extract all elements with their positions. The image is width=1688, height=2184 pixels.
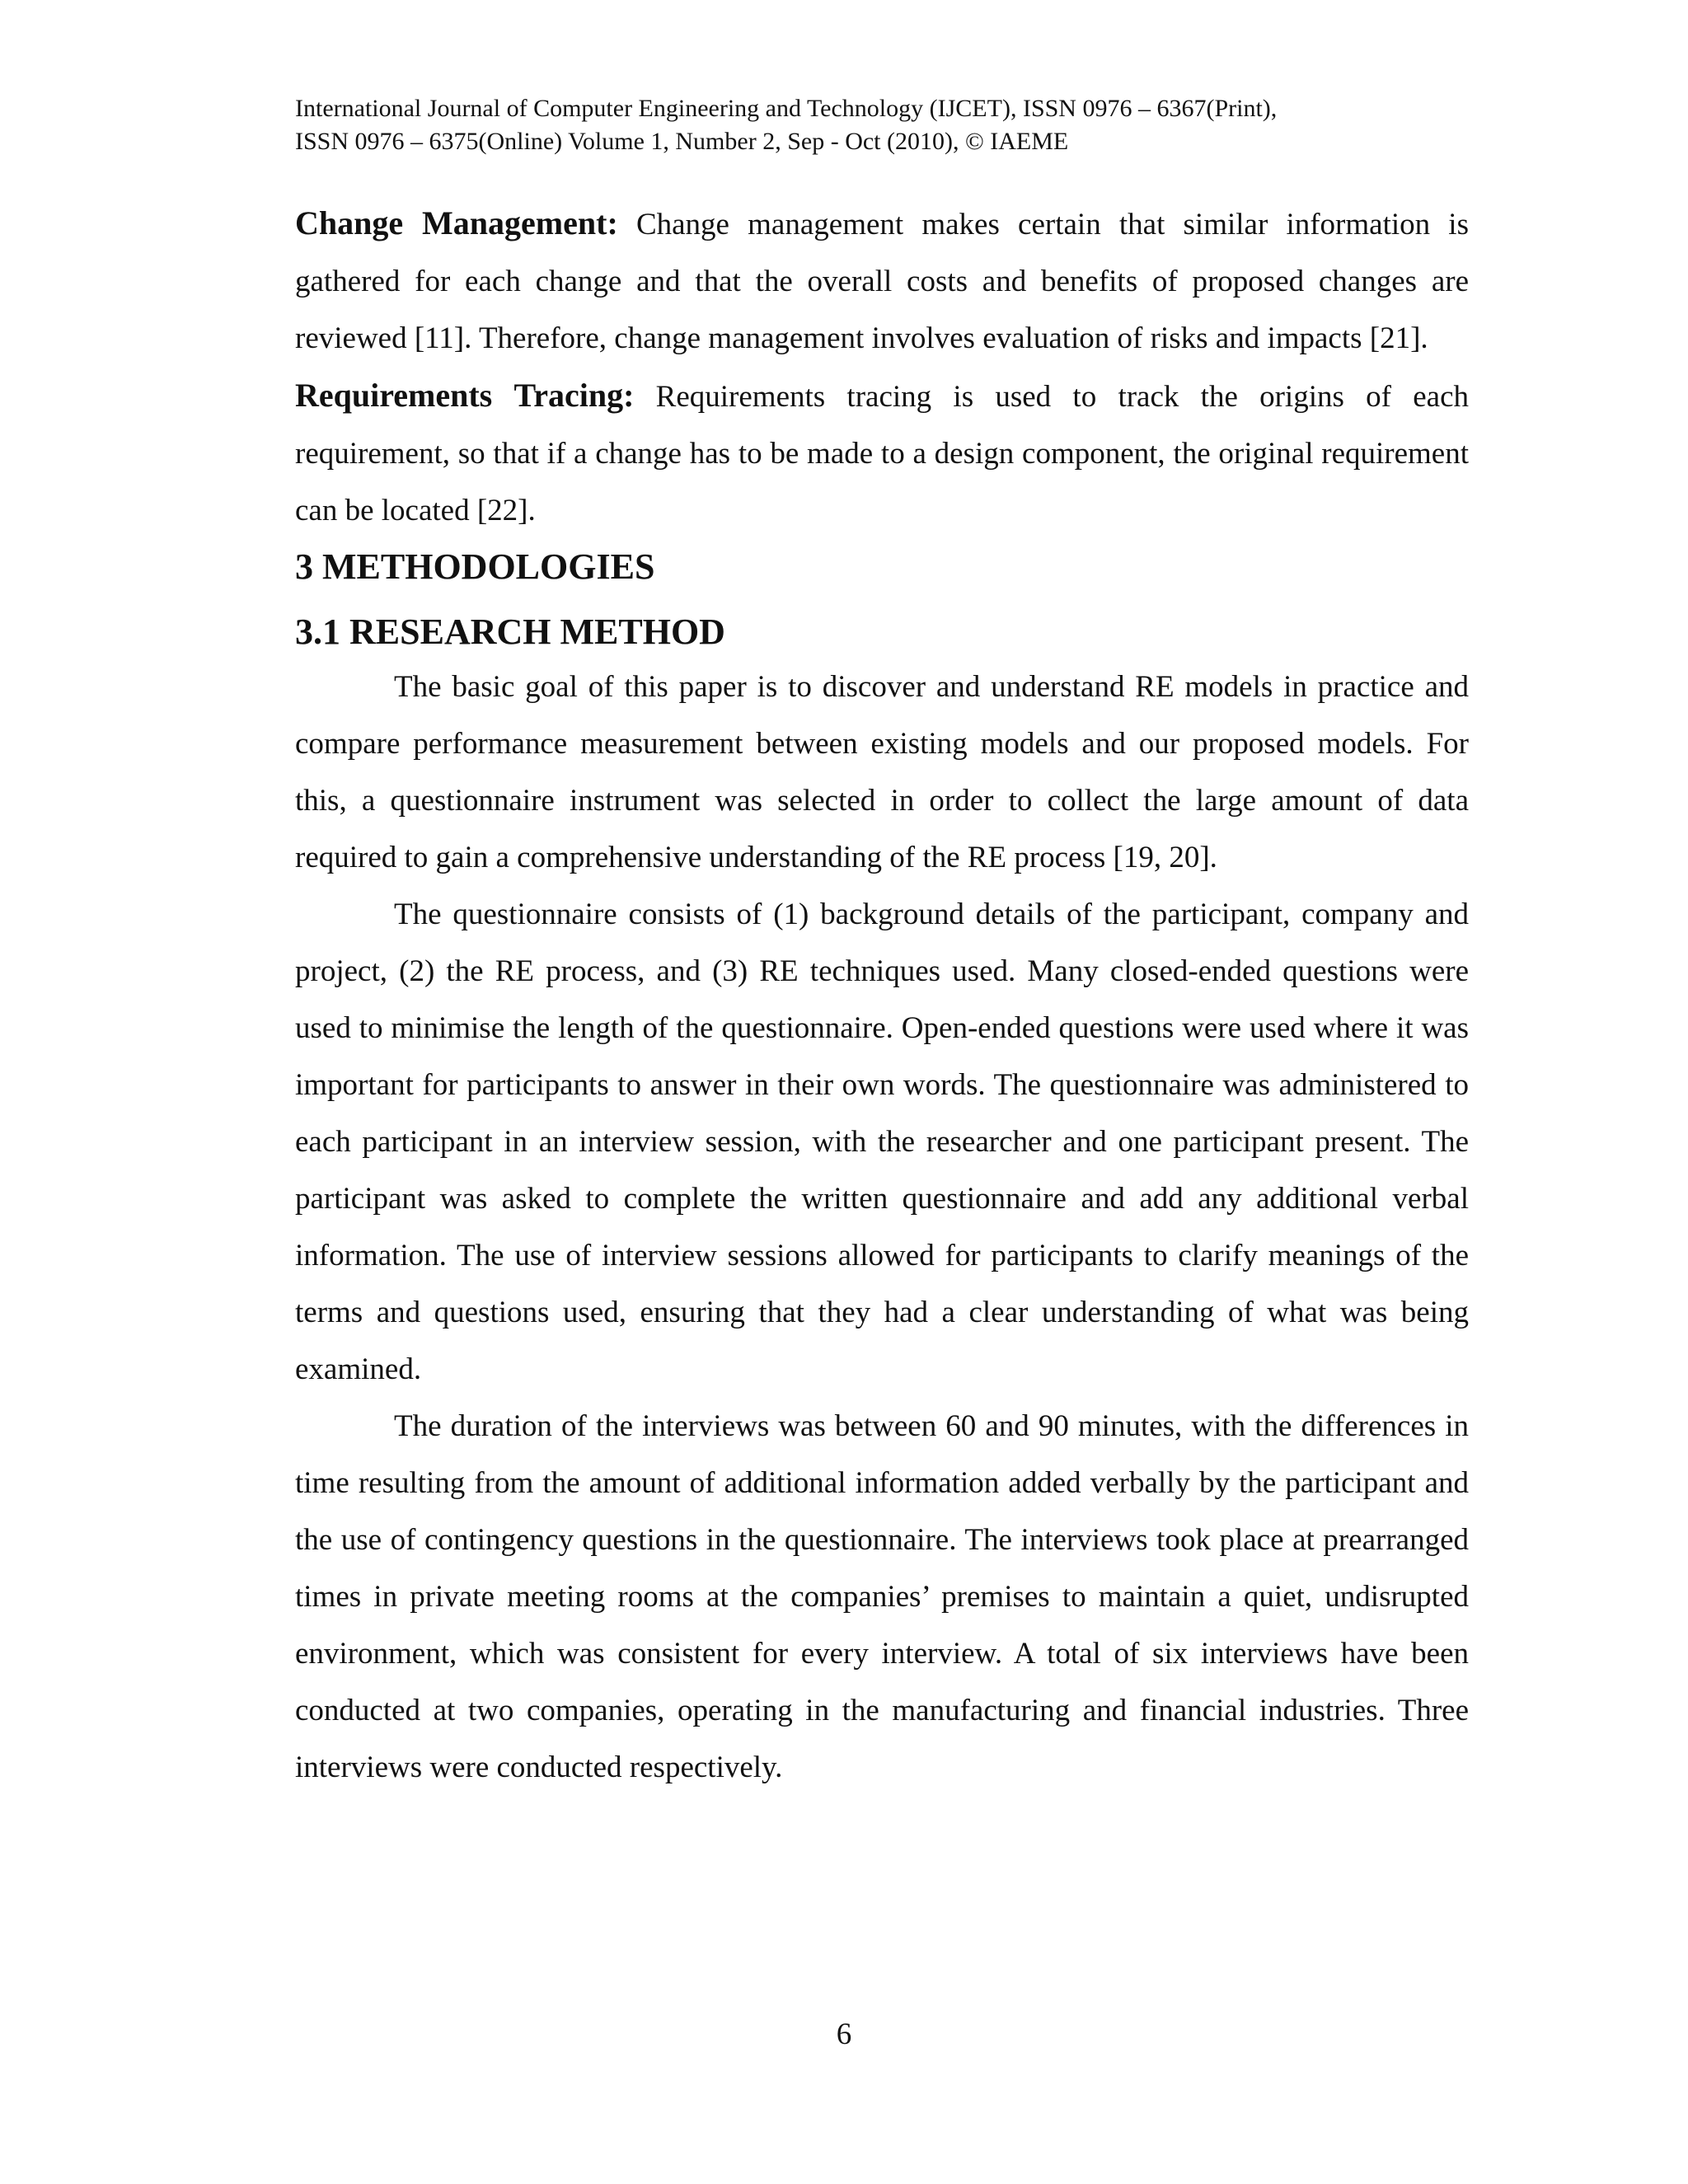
section-heading: 3 METHODOLOGIES [295,546,655,587]
paragraph-questionnaire: The questionnaire consists of (1) background details of the participant, company and project, (2) the RE process, and (3) RE techniques used. Many closed-ended questions were used to minimise the length of the questionnaire. Open-ended questions were used where it was important for participants to answer in their own words. The questionnaire was administered to each participant in an interview session, with the researcher and one participant present. The participant was asked to complete the written questionnaire and add any additional verbal information. The use of interview sessions allowed for participants to clarify meanings of the terms and questions used, ensuring that they had a clear understanding of what was being examined. [295,898,1469,1386]
journal-header-line-2: ISSN 0976 – 6375(Online) Volume 1, Number 2, Sep - Oct (2010), © IAEME [295,128,1069,155]
change-management-paragraph [295,194,1469,367]
journal-header-line-1: International Journal of Computer Engineering and Technology (IJCET), ISSN 0976 – 6367(Print), [295,95,1278,122]
paragraph-research-goal: The basic goal of this paper is to discover and understand RE models in practice and compare performance measurement between existing models and our proposed models. For this, a questionnaire instrument was selected in order to collect the large amount of data required to gain a comprehensive understanding of the RE process [19, 20]. [295,670,1469,874]
change-management-text: Change management makes certain that similar information is gathered for each change and that the overall costs and benefits of proposed changes are reviewed [11]. Therefore, change management involves evaluation of risks and impacts [21]. [295,208,1469,355]
page-content [295,92,1469,1796]
requirements-tracing-text: Requirements tracing is used to track the origins of each requirement, so that if a change has to be made to a design component, the original requirement can be located [22]. [295,380,1469,527]
journal-header [295,92,1469,158]
page-number: 6 [836,2018,852,2051]
requirements-tracing-paragraph [295,367,1469,539]
subsection-heading: 3.1 RESEARCH METHOD [295,612,725,652]
requirements-tracing-label: Requirements Tracing: [295,377,635,414]
change-management-label: Change Management: [295,204,618,241]
paragraph-interviews: The duration of the interviews was between 60 and 90 minutes, with the differences in time resulting from the amount of additional information added verbally by the participant and the use of contingency questions in the questionnaire. The interviews took place at prearranged times in private meeting rooms at the companies’ premises to maintain a quiet, undisrupted environment, which was consistent for every interview. A total of six interviews have been conducted at two companies, operating in the manufacturing and financial industries. Three interviews were conducted respectively. [295,1409,1469,1784]
